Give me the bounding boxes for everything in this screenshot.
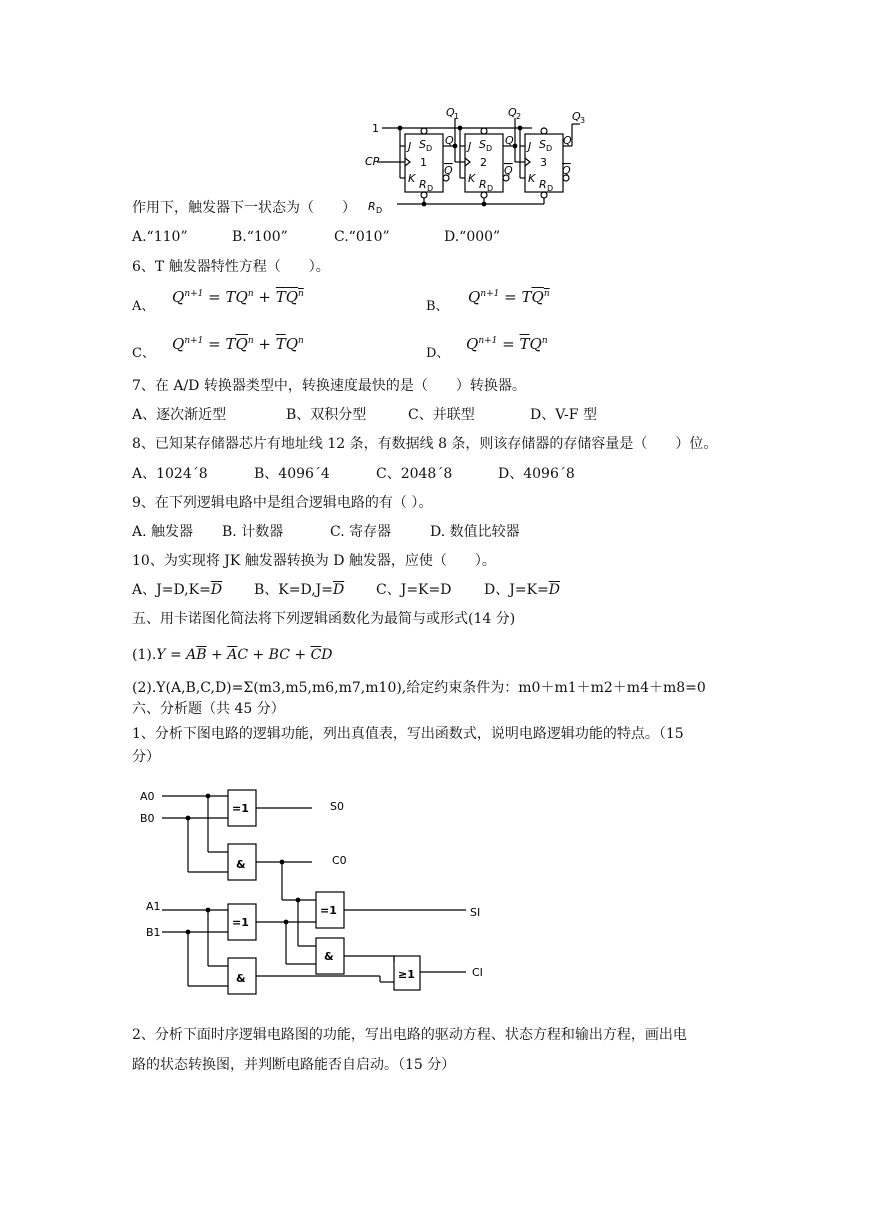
q8-option-d: D、4096´8	[498, 466, 575, 482]
svg-text:J: J	[528, 140, 532, 153]
q6-formula-a: $Q^{n+1} = TQ^n + \overline{T}Q^n$	[172, 288, 304, 306]
q7-option-c: C、并联型	[408, 407, 475, 423]
svg-text:R: R	[368, 200, 376, 213]
q5-option-c: C.“010”	[334, 229, 390, 245]
svg-text:=1: =1	[320, 904, 337, 917]
svg-text:J: J	[408, 140, 412, 153]
q10-option-b: B、$K=D,J=\overline{D}$	[254, 582, 345, 598]
svg-text:S: S	[419, 138, 426, 151]
svg-text:K: K	[528, 172, 536, 185]
q5-option-d: D.“000”	[444, 229, 501, 245]
svg-text:Q: Q	[562, 164, 571, 177]
svg-text:&: &	[236, 858, 246, 871]
q5-stem-tail: 作用下，触发器下一状态为（ ）	[132, 200, 356, 216]
svg-text:Q: Q	[446, 106, 455, 119]
svg-text:K: K	[408, 172, 416, 185]
svg-text:3: 3	[540, 156, 547, 169]
svg-text:C0: C0	[332, 854, 347, 867]
q8-option-a: A、1024´8	[132, 466, 208, 482]
q5-option-b: B.“100”	[232, 229, 288, 245]
q10-stem: 10、为实现将 JK 触发器转换为 D 触发器，应使（ ）。	[132, 553, 496, 569]
svg-text:D: D	[546, 144, 553, 153]
q8-option-c: C、2048´8	[376, 466, 453, 482]
svg-text:D: D	[547, 184, 554, 193]
svg-text:A0: A0	[140, 790, 155, 803]
svg-text:&: &	[324, 950, 334, 963]
q7-option-d: D、V-F 型	[530, 407, 597, 423]
svg-text:D: D	[426, 144, 433, 153]
svg-text:R: R	[539, 178, 547, 191]
svg-text:1: 1	[454, 112, 460, 121]
q6-label-c: C、	[132, 346, 155, 361]
svg-text:D: D	[376, 206, 383, 214]
svg-text:B1: B1	[146, 926, 161, 939]
q6-label-b: B、	[426, 299, 449, 314]
svg-text:K: K	[468, 172, 476, 185]
svg-text:J: J	[468, 140, 472, 153]
svg-text:S: S	[479, 138, 486, 151]
section6-q1-line1: 1、分析下图电路的逻辑功能，列出真值表，写出函数式，说明电路逻辑功能的特点。（15	[132, 726, 684, 742]
section5-problem2: (2).Y(A,B,C,D)=Σ(m3,m5,m6,m7,m10),给定约束条件为：m0＋m1＋m2＋m4＋m8=0	[132, 680, 706, 696]
q8-stem: 8、已知某存储器芯片有地址线 12 条，有数据线 8 条，则该存储器的存储容量是（ ）位。	[132, 436, 718, 452]
q8-option-b: B、4096´4	[254, 466, 330, 482]
svg-text:S: S	[539, 138, 546, 151]
svg-text:≥1: ≥1	[398, 968, 415, 981]
svg-text:Q: Q	[445, 134, 454, 147]
svg-text:A1: A1	[146, 900, 161, 913]
section6-q2-line2: 路的状态转换图，并判断电路能否自启动。（15 分）	[132, 1057, 456, 1073]
svg-text:Q: Q	[563, 134, 572, 147]
svg-text:CI: CI	[472, 966, 483, 979]
q9-option-d: D. 数值比较器	[430, 524, 520, 540]
jk-flipflop-circuit	[362, 104, 602, 214]
svg-text:D: D	[486, 144, 493, 153]
svg-text:B0: B0	[140, 812, 155, 825]
adder-logic-circuit	[136, 782, 516, 1002]
q6-formula-c: $Q^{n+1} = T\overline{Q}^n + \overline{T}Q^n$	[172, 335, 304, 353]
svg-text:Q: Q	[508, 106, 517, 119]
section5-title: 五、用卡诺图化简法将下列逻辑函数化为最简与或形式(14 分)	[132, 611, 516, 627]
svg-text:1: 1	[420, 156, 427, 169]
q9-option-a: A. 触发器	[132, 524, 194, 540]
svg-text:Q: Q	[444, 164, 453, 177]
q9-option-b: B. 计数器	[222, 524, 284, 540]
q9-option-c: C. 寄存器	[330, 524, 392, 540]
q9-stem: 9、在下列逻辑电路中是组合逻辑电路的有（ ）。	[132, 495, 433, 511]
section6-title: 六、分析题（共 45 分）	[132, 701, 285, 717]
section6-q2-line1: 2、分析下面时序逻辑电路图的功能，写出电路的驱动方程、状态方程和输出方程，画出电	[132, 1027, 687, 1043]
svg-text:R: R	[419, 178, 427, 191]
q6-label-a: A、	[132, 299, 155, 314]
q7-stem: 7、在 A/D 转换器类型中，转换速度最快的是（ ）转换器。	[132, 378, 526, 394]
svg-text:2: 2	[516, 112, 522, 121]
section5-problem1: $(1).Y = A\overline{B} + \overline{A}C$ + BC + $\overline{C}D$	[132, 647, 333, 663]
svg-text:S0: S0	[330, 800, 344, 813]
q10-option-d: D、$J=K=\overline{D}$	[484, 582, 560, 598]
q7-option-a: A、逐次渐近型	[132, 407, 227, 423]
section6-q1-line2: 分）	[132, 749, 160, 765]
svg-text:Q: Q	[572, 110, 581, 123]
svg-text:D: D	[487, 184, 494, 193]
svg-text:D: D	[427, 184, 434, 193]
q6-formula-d: $Q^{n+1} = \overline{T}Q^n$	[466, 335, 548, 353]
svg-text:R: R	[479, 178, 487, 191]
q5-option-a: A.“110”	[132, 229, 188, 245]
svg-text:1: 1	[372, 122, 379, 135]
svg-text:=1: =1	[232, 802, 249, 815]
svg-text:=1: =1	[232, 916, 249, 929]
svg-text:3: 3	[580, 116, 586, 125]
q6-label-d: D、	[426, 346, 450, 361]
svg-text:Q: Q	[505, 134, 514, 147]
q7-option-b: B、双积分型	[286, 407, 367, 423]
svg-text:CP: CP	[365, 155, 380, 168]
svg-text:2: 2	[480, 156, 487, 169]
svg-text:Q: Q	[504, 164, 513, 177]
svg-text:&: &	[236, 972, 246, 985]
svg-text:SI: SI	[470, 906, 481, 919]
q10-option-c: C、J=K=D	[376, 582, 452, 598]
q10-option-a: A、$J=D,K=\overline{D}$	[132, 582, 223, 598]
q6-stem: 6、T 触发器特性方程（ ）。	[132, 259, 330, 275]
q6-formula-b: $Q^{n+1} = TQ^n$	[468, 288, 550, 306]
